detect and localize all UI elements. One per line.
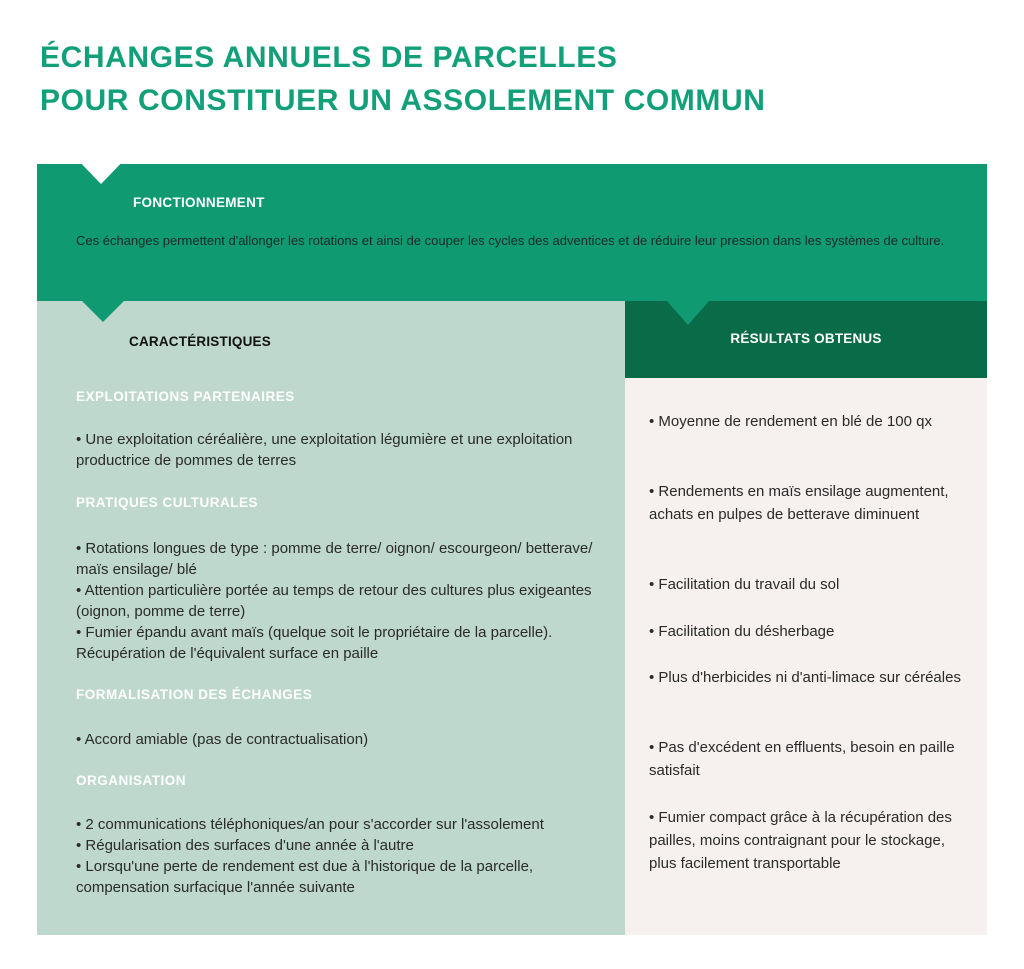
fonctionnement-panel xyxy=(37,164,987,301)
caracteristiques-heading: CARACTÉRISTIQUES xyxy=(129,334,271,349)
list-item: • Rotations longues de type : pomme de terre/ oignon/ escourgeon/ betterave/ maïs ensilage/ blé xyxy=(76,540,593,578)
list-item: • Une exploitation céréalière, une exploitation légumière et une exploitation productrice de pommes de terres xyxy=(76,431,573,469)
result-item: • Moyenne de rendement en blé de 100 qx xyxy=(649,413,932,430)
fonctionnement-text: Ces échanges permettent d'allonger les rotations et ainsi de couper les cycles des adventices et de réduire leur pression dans les systèmes de culture. xyxy=(76,233,945,248)
section-heading-exploitations: EXPLOITATIONS PARTENAIRES xyxy=(76,389,295,404)
list-item: • Lorsqu'une perte de rendement est due à l'historique de la parcelle, compensation surfacique l'année suivante xyxy=(76,858,534,896)
section-list-pratiques xyxy=(76,538,616,664)
list-item: • Attention particulière portée au temps de retour des cultures plus exigeantes (oignon, pomme de terre) xyxy=(76,582,592,620)
list-item: • Accord amiable (pas de contractualisation) xyxy=(76,731,369,748)
fonctionnement-heading: FONCTIONNEMENT xyxy=(133,195,265,210)
section-heading-formalisation: FORMALISATION DES ÉCHANGES xyxy=(76,687,313,702)
result-item: • Plus d'herbicides ni d'anti-limace sur céréales xyxy=(649,669,961,686)
result-item: • Fumier compact grâce à la récupération des pailles, moins contraignant pour le stockage, plus facilement transportable xyxy=(649,809,952,872)
result-item: • Facilitation du travail du sol xyxy=(649,576,840,593)
list-item: • Fumier épandu avant maïs (quelque soit le propriétaire de la parcelle). Récupération de l'équivalent surface en paille xyxy=(76,624,553,662)
caracteristiques-panel xyxy=(37,301,625,935)
top-notch-decoration xyxy=(72,154,130,184)
caracteristiques-notch-decoration xyxy=(82,301,124,322)
page-title-line-1: ÉCHANGES ANNUELS DE PARCELLES xyxy=(40,41,618,74)
page-title-line-2: POUR CONSTITUER UN ASSOLEMENT COMMUN xyxy=(40,84,766,117)
resultats-heading: RÉSULTATS OBTENUS xyxy=(730,331,882,346)
result-item: • Facilitation du désherbage xyxy=(649,623,835,640)
list-item: • 2 communications téléphoniques/an pour s'accorder sur l'assolement xyxy=(76,816,544,833)
result-item: • Rendements en maïs ensilage augmentent, achats en pulpes de betterave diminuent xyxy=(649,483,949,523)
section-list-formalisation xyxy=(76,729,616,750)
list-item: • Régularisation des surfaces d'une année à l'autre xyxy=(76,837,414,854)
section-heading-pratiques: PRATIQUES CULTURALES xyxy=(76,495,258,510)
section-list-exploitations xyxy=(76,429,616,471)
result-item: • Pas d'excédent en effluents, besoin en paille satisfait xyxy=(649,739,955,779)
section-list-organisation xyxy=(76,814,616,898)
page-title xyxy=(40,36,766,122)
resultats-header xyxy=(625,301,987,378)
section-heading-organisation: ORGANISATION xyxy=(76,773,186,788)
resultats-notch-decoration xyxy=(667,301,709,325)
resultats-panel xyxy=(625,378,987,935)
